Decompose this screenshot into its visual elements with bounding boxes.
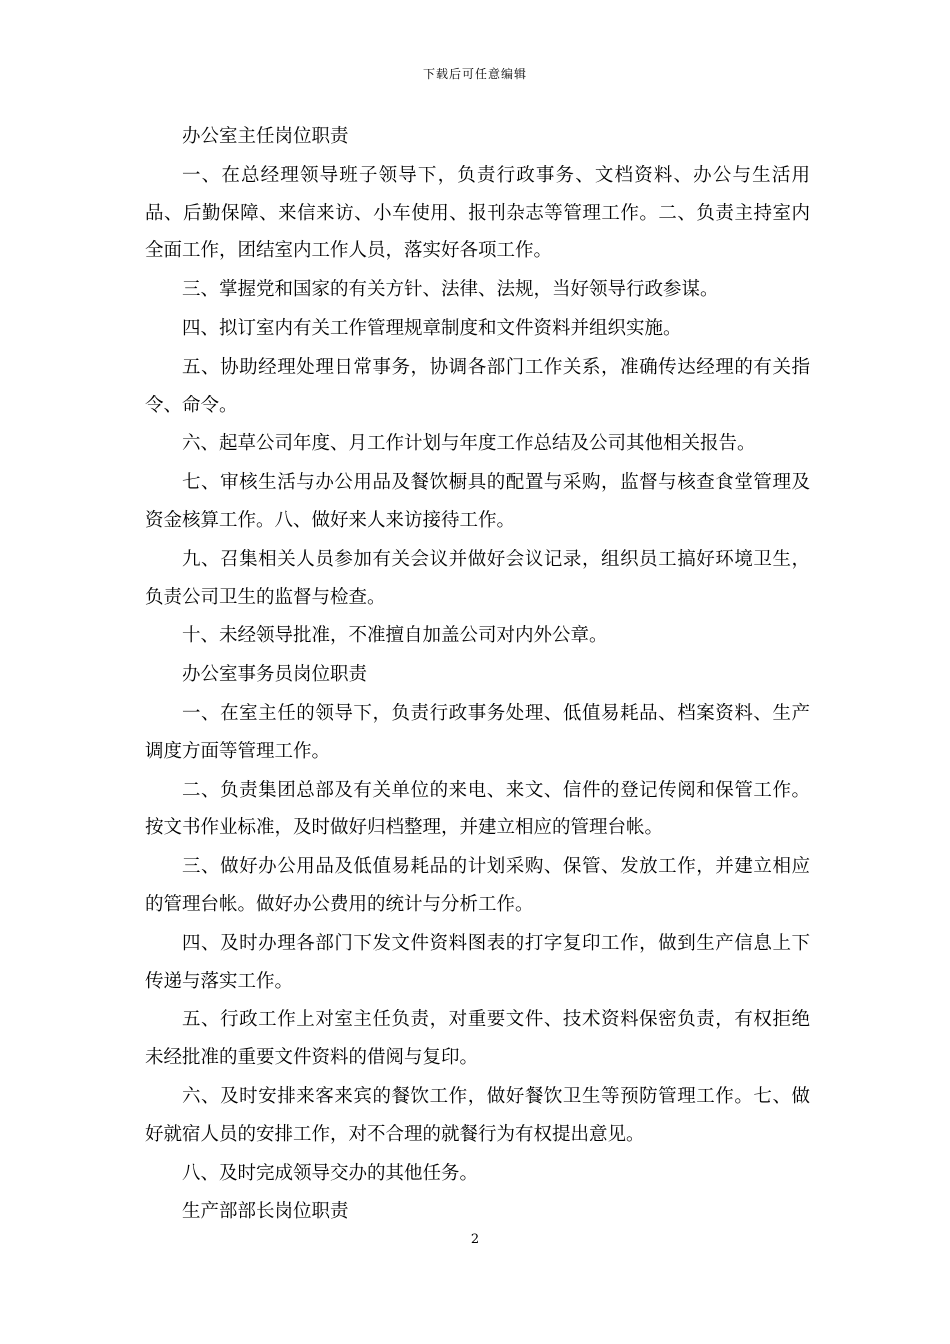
paragraph: 一、在室主任的领导下，负责行政事务处理、低值易耗品、档案资料、生产调度方面等管理工作。 [145,702,810,762]
paragraph: 六、及时安排来客来宾的餐饮工作，做好餐饮卫生等预防管理工作。七、做好就宿人员的安排工作，对不合理的就餐行为有权提出意见。 [145,1085,810,1145]
section-title-production-head: 生产部部长岗位职责 [182,1201,349,1223]
paragraph: 九、召集相关人员参加有关会议并做好会议记录，组织员工搞好环境卫生，负责公司卫生的监督与检查。 [145,548,810,608]
document-body [145,118,810,1232]
paragraph: 五、行政工作上对室主任负责，对重要文件、技术资料保密负责，有权拒绝未经批准的重要文件资料的借阅与复印。 [145,1009,810,1069]
paragraph: 四、拟订室内有关工作管理规章制度和文件资料并组织实施。 [182,317,682,339]
paragraph: 三、做好办公用品及低值易耗品的计划采购、保管、发放工作，并建立相应的管理台帐。做好办公费用的统计与分析工作。 [145,856,810,915]
paragraph: 十、未经领导批准，不准擅自加盖公司对内外公章。 [182,625,608,647]
paragraph: 八、及时完成领导交办的其他任务。 [182,1162,479,1184]
paragraph: 二、负责集团总部及有关单位的来电、来文、信件的登记传阅和保管工作。按文书作业标准，及时做好归档整理，并建立相应的管理台帐。 [145,779,810,839]
page-number: 2 [470,1232,480,1247]
paragraph: 一、在总经理领导班子领导下，负责行政事务、文档资料、办公与生活用品、后勤保障、来信来访、小车使用、报刊杂志等管理工作。二、负责主持室内全面工作，团结室内工作人员，落实好各项工作。 [145,164,810,262]
section-title-office-director: 办公室主任岗位职责 [182,126,349,147]
paragraph: 六、起草公司年度、月工作计划与年度工作总结及公司其他相关报告。 [182,433,756,455]
paragraph: 五、协助经理处理日常事务，协调各部门工作关系，准确传达经理的有关指令、命令。 [145,356,810,416]
section-title-office-clerk: 办公室事务员岗位职责 [182,664,368,686]
page-header: 下载后可任意编辑 [422,67,527,81]
paragraph: 七、审核生活与办公用品及餐饮橱具的配置与采购，监督与核查食堂管理及资金核算工作。八、做好来人来访接待工作。 [145,472,810,531]
paragraph: 四、及时办理各部门下发文件资料图表的打字复印工作，做到生产信息上下传递与落实工作。 [145,932,810,992]
paragraph: 三、掌握党和国家的有关方针、法律、法规，当好领导行政参谋。 [182,279,719,301]
